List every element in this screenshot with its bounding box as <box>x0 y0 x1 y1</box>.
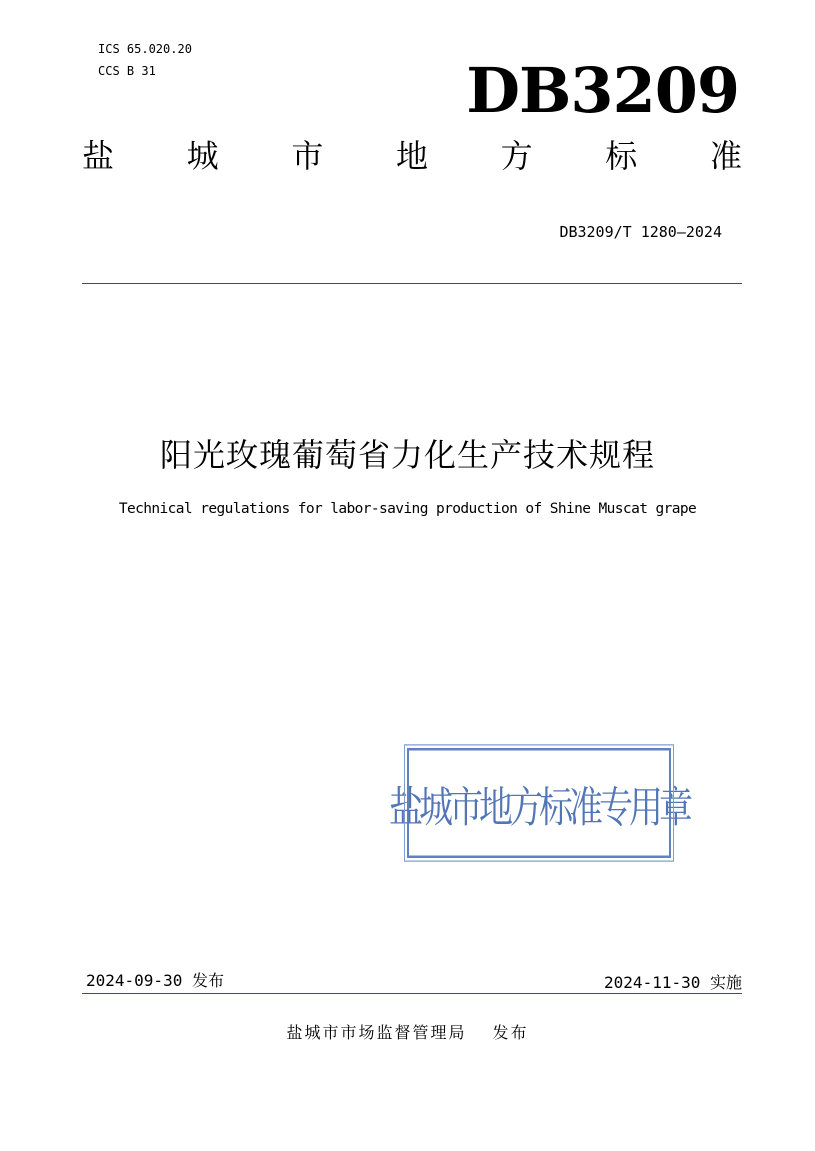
standard-number: DB3209/T 1280—2024 <box>559 223 722 241</box>
top-divider <box>82 283 742 284</box>
issuer-line <box>0 1021 815 1045</box>
issuer-name: 盐城市市场监督管理局 <box>286 1023 467 1042</box>
document-title-en: Technical regulations for labor-saving production of Shine Muscat grape <box>118 501 697 517</box>
db-logo: DB3209 <box>466 54 739 127</box>
seal-text: 盐城市地方标准专用章 <box>389 782 689 833</box>
document-title-cn: 阳光玫瑰葡萄省力化生产技术规程 <box>159 436 655 474</box>
issuer-action: 发布 <box>492 1023 529 1042</box>
ccs-code: CCS B 31 <box>98 64 156 78</box>
standard-type-char: 市 <box>291 137 324 175</box>
standard-type <box>82 135 742 177</box>
implement-date: 2024-11-30 实施 <box>604 973 742 992</box>
ics-code: ICS 65.020.20 <box>98 42 192 56</box>
standard-type-char: 方 <box>500 137 533 175</box>
standard-type-char: 城 <box>186 137 219 175</box>
official-seal-stamp <box>389 748 689 858</box>
bottom-divider <box>82 993 742 994</box>
standard-type-char: 标 <box>605 137 638 175</box>
publish-date: 2024-09-30 发布 <box>86 971 224 990</box>
standard-type-char: 盐 <box>82 137 115 175</box>
standard-type-char: 准 <box>709 137 742 175</box>
standard-type-char: 地 <box>395 137 428 175</box>
